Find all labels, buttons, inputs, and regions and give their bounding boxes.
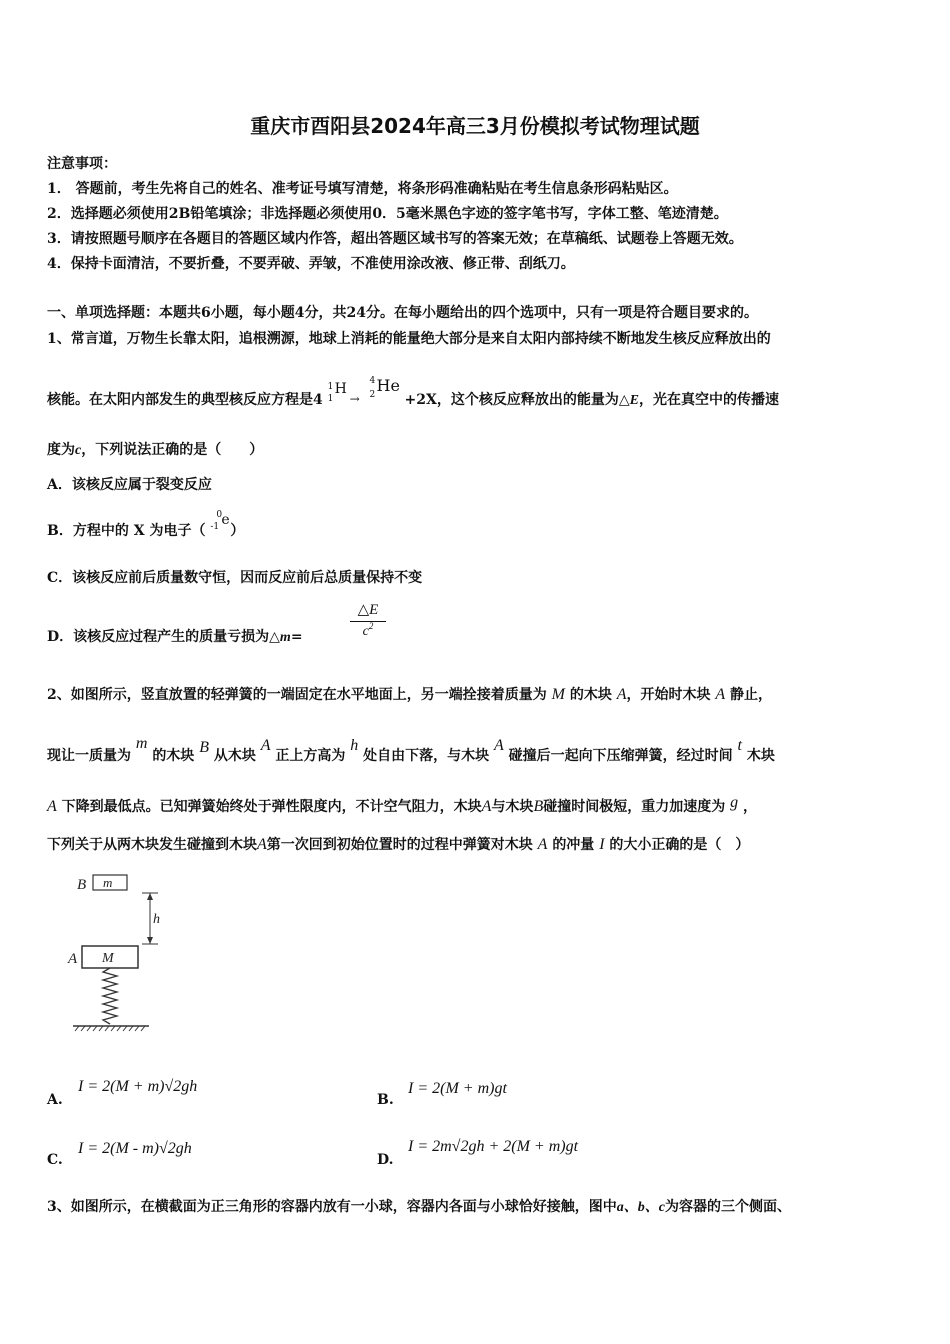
page-title: 重庆市酉阳县2024年高三3月份模拟考试物理试题 <box>250 114 700 138</box>
q3-text: 为容器的三个侧面、 <box>664 1199 791 1215</box>
symbol-t: t <box>737 737 742 754</box>
h-symbol: H <box>334 381 347 397</box>
symbol-A: A <box>47 798 57 815</box>
fig-label-M: M <box>102 951 114 966</box>
q1-line1: 1、常言道，万物生长靠太阳，追根溯源，地球上消耗的能量绝大部分是来自太阳内部持续不断地发生核反应释放出的 <box>47 331 771 347</box>
e-mass: 0 <box>216 510 223 520</box>
notice-item: 3．请按照题号顺序在各题目的答题区域内作答，超出答题区域书写的答案无效；在草稿纸、试题卷上答题无效。 <box>47 231 743 247</box>
q2-text: 碰撞时间极短，重力加速度为 <box>543 799 726 815</box>
symbol-A: A <box>257 836 267 853</box>
option-text: B．方程中的 X 为电子（ <box>47 523 206 539</box>
side-labels: a、b、c <box>616 1200 665 1215</box>
q1-text: +2X，这个核反应释放出的能量为△ <box>404 392 630 408</box>
fig-label-h: h <box>153 912 160 927</box>
mass-defect-fraction <box>350 600 386 640</box>
symbol-A: A <box>260 737 271 754</box>
fraction-exponent: 2 <box>368 621 374 631</box>
q2-option-b-label[interactable]: B. <box>377 1092 394 1108</box>
hydrogen-nuclide <box>327 381 362 410</box>
q2-line3 <box>47 796 757 816</box>
q1-line3 <box>47 439 263 459</box>
fraction-bar <box>350 621 386 622</box>
q1-option-c[interactable]: C．该核反应前后质量数守恒，因而反应前后总质量保持不变 <box>47 570 423 586</box>
e-symbol: e <box>221 512 230 528</box>
symbol-h: h <box>350 737 359 754</box>
electron-nuclide <box>210 510 230 540</box>
arrow: → <box>349 392 360 406</box>
m-symbol: m <box>279 630 291 645</box>
spring-block-figure <box>65 868 165 1038</box>
symbol-A: A <box>537 836 548 853</box>
q2-text: 第一次回到初始位置时的过程中弹簧对木块 <box>266 837 533 853</box>
q2-text: 碰撞后一起向下压缩弹簧，经过时间 <box>508 748 733 764</box>
q2-text: 现让一质量为 <box>47 748 131 764</box>
e-number: -1 <box>210 522 220 532</box>
q2-text: 下列关于从两木块发生碰撞到木块 <box>47 837 257 853</box>
q2-text: 的木块 <box>569 687 612 703</box>
helium-nuclide <box>367 376 405 410</box>
he-mass: 4 <box>369 376 376 386</box>
option-text: ） <box>230 523 245 539</box>
fraction-denominator: c <box>362 624 369 639</box>
q2-option-d-expr: I = 2m√2gh + 2(M + m)gt <box>408 1138 579 1155</box>
equals: = <box>290 629 303 645</box>
q2-text: ， <box>742 799 757 815</box>
q1-text: 核能。在太阳内部发生的典型核反应方程是 <box>47 392 313 408</box>
symbol-B: B <box>533 798 544 815</box>
notice-item: 2．选择题必须使用2B铅笔填涂；非选择题必须使用0．5毫米黑色字迹的签字笔书写，字体工整、笔迹清楚。 <box>47 206 728 222</box>
h-number: 1 <box>327 394 334 404</box>
notice-item: 1． 答题前，考生先将自己的姓名、准考证号填写清楚，将条形码准确粘贴在考生信息条形码粘贴区。 <box>47 181 678 197</box>
q2-text: 的冲量 <box>552 837 595 853</box>
symbol-B: B <box>199 739 209 756</box>
q2-option-a-expr: I = 2(M + m)√2gh <box>78 1078 198 1095</box>
dim-arrow-down <box>147 937 153 944</box>
he-number: 2 <box>369 390 376 400</box>
symbol-A: A <box>494 737 504 754</box>
symbol-g: g <box>730 794 739 811</box>
symbol-A: A <box>616 686 627 703</box>
q1-text: ，光在真空中的传播速 <box>638 392 779 408</box>
symbol-m: m <box>135 735 148 752</box>
q2-option-c-expr: I = 2(M - m)√2gh <box>78 1140 192 1157</box>
q3-text: 3、如图所示，在横截面为正三角形的容器内放有一小球，容器内各面与小球恰好接触，图中 <box>47 1199 617 1215</box>
symbol-A: A <box>481 798 492 815</box>
symbol-A: A <box>715 686 726 703</box>
q2-line2 <box>47 735 775 765</box>
option-text: D．该核反应过程产生的质量亏损为△ <box>47 629 280 645</box>
symbol-I: I <box>599 836 605 853</box>
fig-label-A: A <box>68 951 78 967</box>
h-mass: 1 <box>327 382 334 392</box>
q2-option-d-label[interactable]: D. <box>377 1152 394 1168</box>
fig-label-B: B <box>77 877 87 893</box>
fraction-numerator: △E <box>357 602 379 618</box>
notice-heading: 注意事项： <box>47 156 117 172</box>
symbol-M: M <box>551 686 565 703</box>
q2-option-c-label[interactable]: C. <box>47 1152 63 1168</box>
q1-line2 <box>47 376 779 410</box>
q2-option-b-expr: I = 2(M + m)gt <box>408 1080 507 1097</box>
q1-option-b[interactable] <box>47 510 245 540</box>
q2-text: 处自由下落，与木块 <box>363 748 490 764</box>
q2-text: ，开始时木块 <box>626 687 711 703</box>
q1-option-d[interactable] <box>47 626 303 646</box>
fig-label-m: m <box>103 875 113 890</box>
c-symbol: c <box>75 443 82 458</box>
notice-item: 4．保持卡面清洁，不要折叠，不要弄破、弄皱，不准使用涂改液、修正带、刮纸刀。 <box>47 256 575 272</box>
q2-text: 静止， <box>730 687 773 703</box>
spring <box>103 968 117 1024</box>
q1-text: 度为 <box>47 442 75 458</box>
q1-option-a[interactable]: A．该核反应属于裂变反应 <box>47 477 212 493</box>
q2-text: 木块 <box>746 748 775 764</box>
q3-line1 <box>47 1196 791 1216</box>
q2-text: 的木块 <box>152 748 195 764</box>
q2-line1 <box>47 684 772 704</box>
he-symbol: He <box>376 376 400 395</box>
q2-text: 从木块 <box>213 748 256 764</box>
q2-text: 正上方高为 <box>275 748 346 764</box>
q1-text: ，下列说法正确的是（ ） <box>81 442 264 458</box>
section-heading: 一、单项选择题：本题共6小题，每小题4分，共24分。在每小题给出的四个选项中，只有一项是符合题目要求的。 <box>47 305 758 321</box>
q2-line4 <box>47 834 749 854</box>
q2-text: 下降到最低点。已知弹簧始终处于弹性限度内，不计空气阻力，木块 <box>61 799 482 815</box>
q2-text: 的大小正确的是（ ） <box>609 837 750 853</box>
q2-text: 2、如图所示，竖直放置的轻弹簧的一端固定在水平地面上，另一端拴接着质量为 <box>47 687 547 703</box>
coefficient: 4 <box>313 392 323 408</box>
q2-option-a-label[interactable]: A. <box>47 1092 63 1108</box>
energy-symbol: E <box>629 393 639 408</box>
dim-arrow-up <box>147 893 153 900</box>
q2-text: 与木块 <box>491 799 534 815</box>
